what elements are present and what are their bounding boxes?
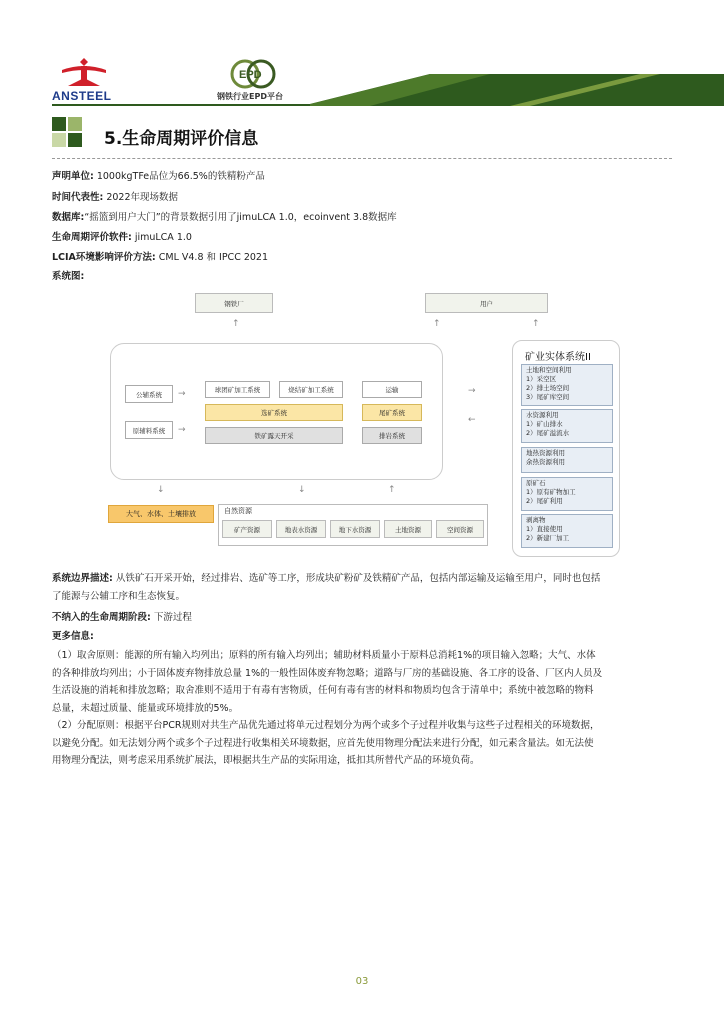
mineral-resource-box: 矿产资源	[222, 520, 272, 538]
steel-plant-box: 钢铁厂	[195, 293, 273, 313]
title-square-decoration	[68, 117, 82, 131]
title-square-decoration	[52, 133, 66, 147]
svg-text:EPD: EPD	[239, 69, 262, 81]
utility-system-box: 公辅系统	[125, 385, 173, 403]
open-pit-mining-box: 铁矿露天开采	[205, 427, 343, 444]
natural-resources-title: 自然资源	[224, 507, 252, 515]
land-space-use-box: 土地和空间利用 1）采空区 2）排土场空间 3）尾矿库空间	[521, 364, 613, 406]
user-box: 用户	[425, 293, 548, 313]
boundary-description: 系统边界描述: 从铁矿石开采开始，经过排岩、选矿等工序，形成块矿粉矿及铁精矿产品，包括内部运输及运输至用户，同时也包括 了能源与公辅工序和生态恢复。	[52, 573, 601, 602]
sinter-processing-box: 烧结矿加工系统	[279, 381, 343, 398]
header-green-band	[310, 74, 724, 106]
waste-rock-system-box: 排岩系统	[362, 427, 422, 444]
arrow-up-icon: ↑	[532, 319, 540, 329]
page-number: 03	[355, 976, 369, 987]
epd-platform-logo	[215, 56, 315, 104]
arrow-up-icon: ↑	[388, 485, 396, 495]
groundwater-box: 地下水资源	[330, 520, 380, 538]
info-time: 时间代表性: 2022年现场数据	[52, 192, 179, 203]
arrow-up-icon: ↑	[232, 319, 240, 329]
epd-logo-text: 钢铁行业EPD平台	[217, 92, 283, 101]
surface-water-box: 地表水资源	[276, 520, 326, 538]
tailings-system-box: 尾矿系统	[362, 404, 422, 421]
arrow-down-icon: ↓	[298, 485, 306, 495]
pellet-processing-box: 球团矿加工系统	[205, 381, 270, 398]
arrow-up-icon: ↑	[433, 319, 441, 329]
more-info-label: 更多信息:	[52, 631, 94, 642]
title-square-decoration	[68, 133, 82, 147]
info-database: 数据库:“摇篮到用户大门”的背景数据引用了jimuLCA 1.0，ecoinvent 3.8数据库	[52, 212, 397, 223]
arrow-left-icon: ←	[468, 415, 476, 425]
beneficiation-system-box: 选矿系统	[205, 404, 343, 421]
arrow-right-icon: →	[178, 389, 186, 399]
info-software: 生命周期评价软件: jimuLCA 1.0	[52, 232, 192, 243]
raw-material-system-box: 原辅料系统	[125, 421, 173, 439]
section-title: 5.生命周期评价信息	[104, 129, 259, 149]
ansteel-logo-text: ANSTEEL	[52, 89, 112, 103]
land-resource-box: 土地资源	[384, 520, 432, 538]
stripped-material-box: 剥离物 1）直接使用 2）新建厂加工	[521, 514, 613, 548]
water-use-box: 水资源利用 1）矿山排水 2）尾矿溢流水	[521, 409, 613, 443]
title-square-decoration	[52, 117, 66, 131]
ansteel-emblem-icon	[58, 56, 110, 88]
geothermal-use-box: 地热资源利用 余热资源利用	[521, 447, 613, 473]
info-declared-unit: 声明单位: 1000kgTFe品位为66.5%的铁精粉产品	[52, 171, 265, 182]
mining-system-ii-title: 矿业实体系统II	[525, 352, 591, 363]
arrow-right-icon: →	[468, 386, 476, 396]
more-info-text: （1）取舍原则：能源的所有输入均列出；原料的所有输入均列出；辅助材料质量小于原料总消耗1%的项目输入忽略；大气、水体 的各种排放均列出；小于固体废弃物排放总量 1%的一般性固体废弃物忽略；道路与厂房的基础设施、各工序的设备、厂区内人员及 生活设施的消耗和排放忽略；取舍准则不适用于有毒有害物质，任何有毒有害的材料和物质均包含于清单中；系统中被忽略的物料 总量，未超过质量、能量或环境排放的5%。 （2）分配原则：根据平台PCR规则对共生产品优先通过将单元过程划分为两个或多个子过程并收集与这些子过程相关的环境数据， 以避免分配。如无法划分两个或多个子过程进行收集相关环境数据，应首先使用物理分配法来进行分配，如元素含量法。如无法使 用物理分配法，则考虑采用系统扩展法，即根据共生产品的实际用途，抵扣其所替代产品的环境负荷。	[52, 650, 603, 766]
info-system-diagram-label: 系统图:	[52, 271, 85, 282]
header-divider	[52, 104, 310, 106]
arrow-down-icon: ↓	[157, 485, 165, 495]
dashed-divider	[52, 158, 672, 159]
info-lcia-method: LCIA环境影响评价方法: CML V4.8 和 IPCC 2021	[52, 252, 269, 263]
arrow-right-icon: →	[178, 425, 186, 435]
raw-ore-box: 原矿石 1）原有矿物加工 2）尾矿利用	[521, 477, 613, 511]
epd-emblem-icon	[223, 58, 283, 90]
transport-box: 运输	[362, 381, 422, 398]
emissions-box: 大气、水体、土壤排放	[108, 505, 214, 523]
ansteel-logo	[52, 56, 122, 104]
excluded-stage: 不纳入的生命周期阶段: 下游过程	[52, 612, 192, 623]
space-resource-box: 空间资源	[436, 520, 484, 538]
